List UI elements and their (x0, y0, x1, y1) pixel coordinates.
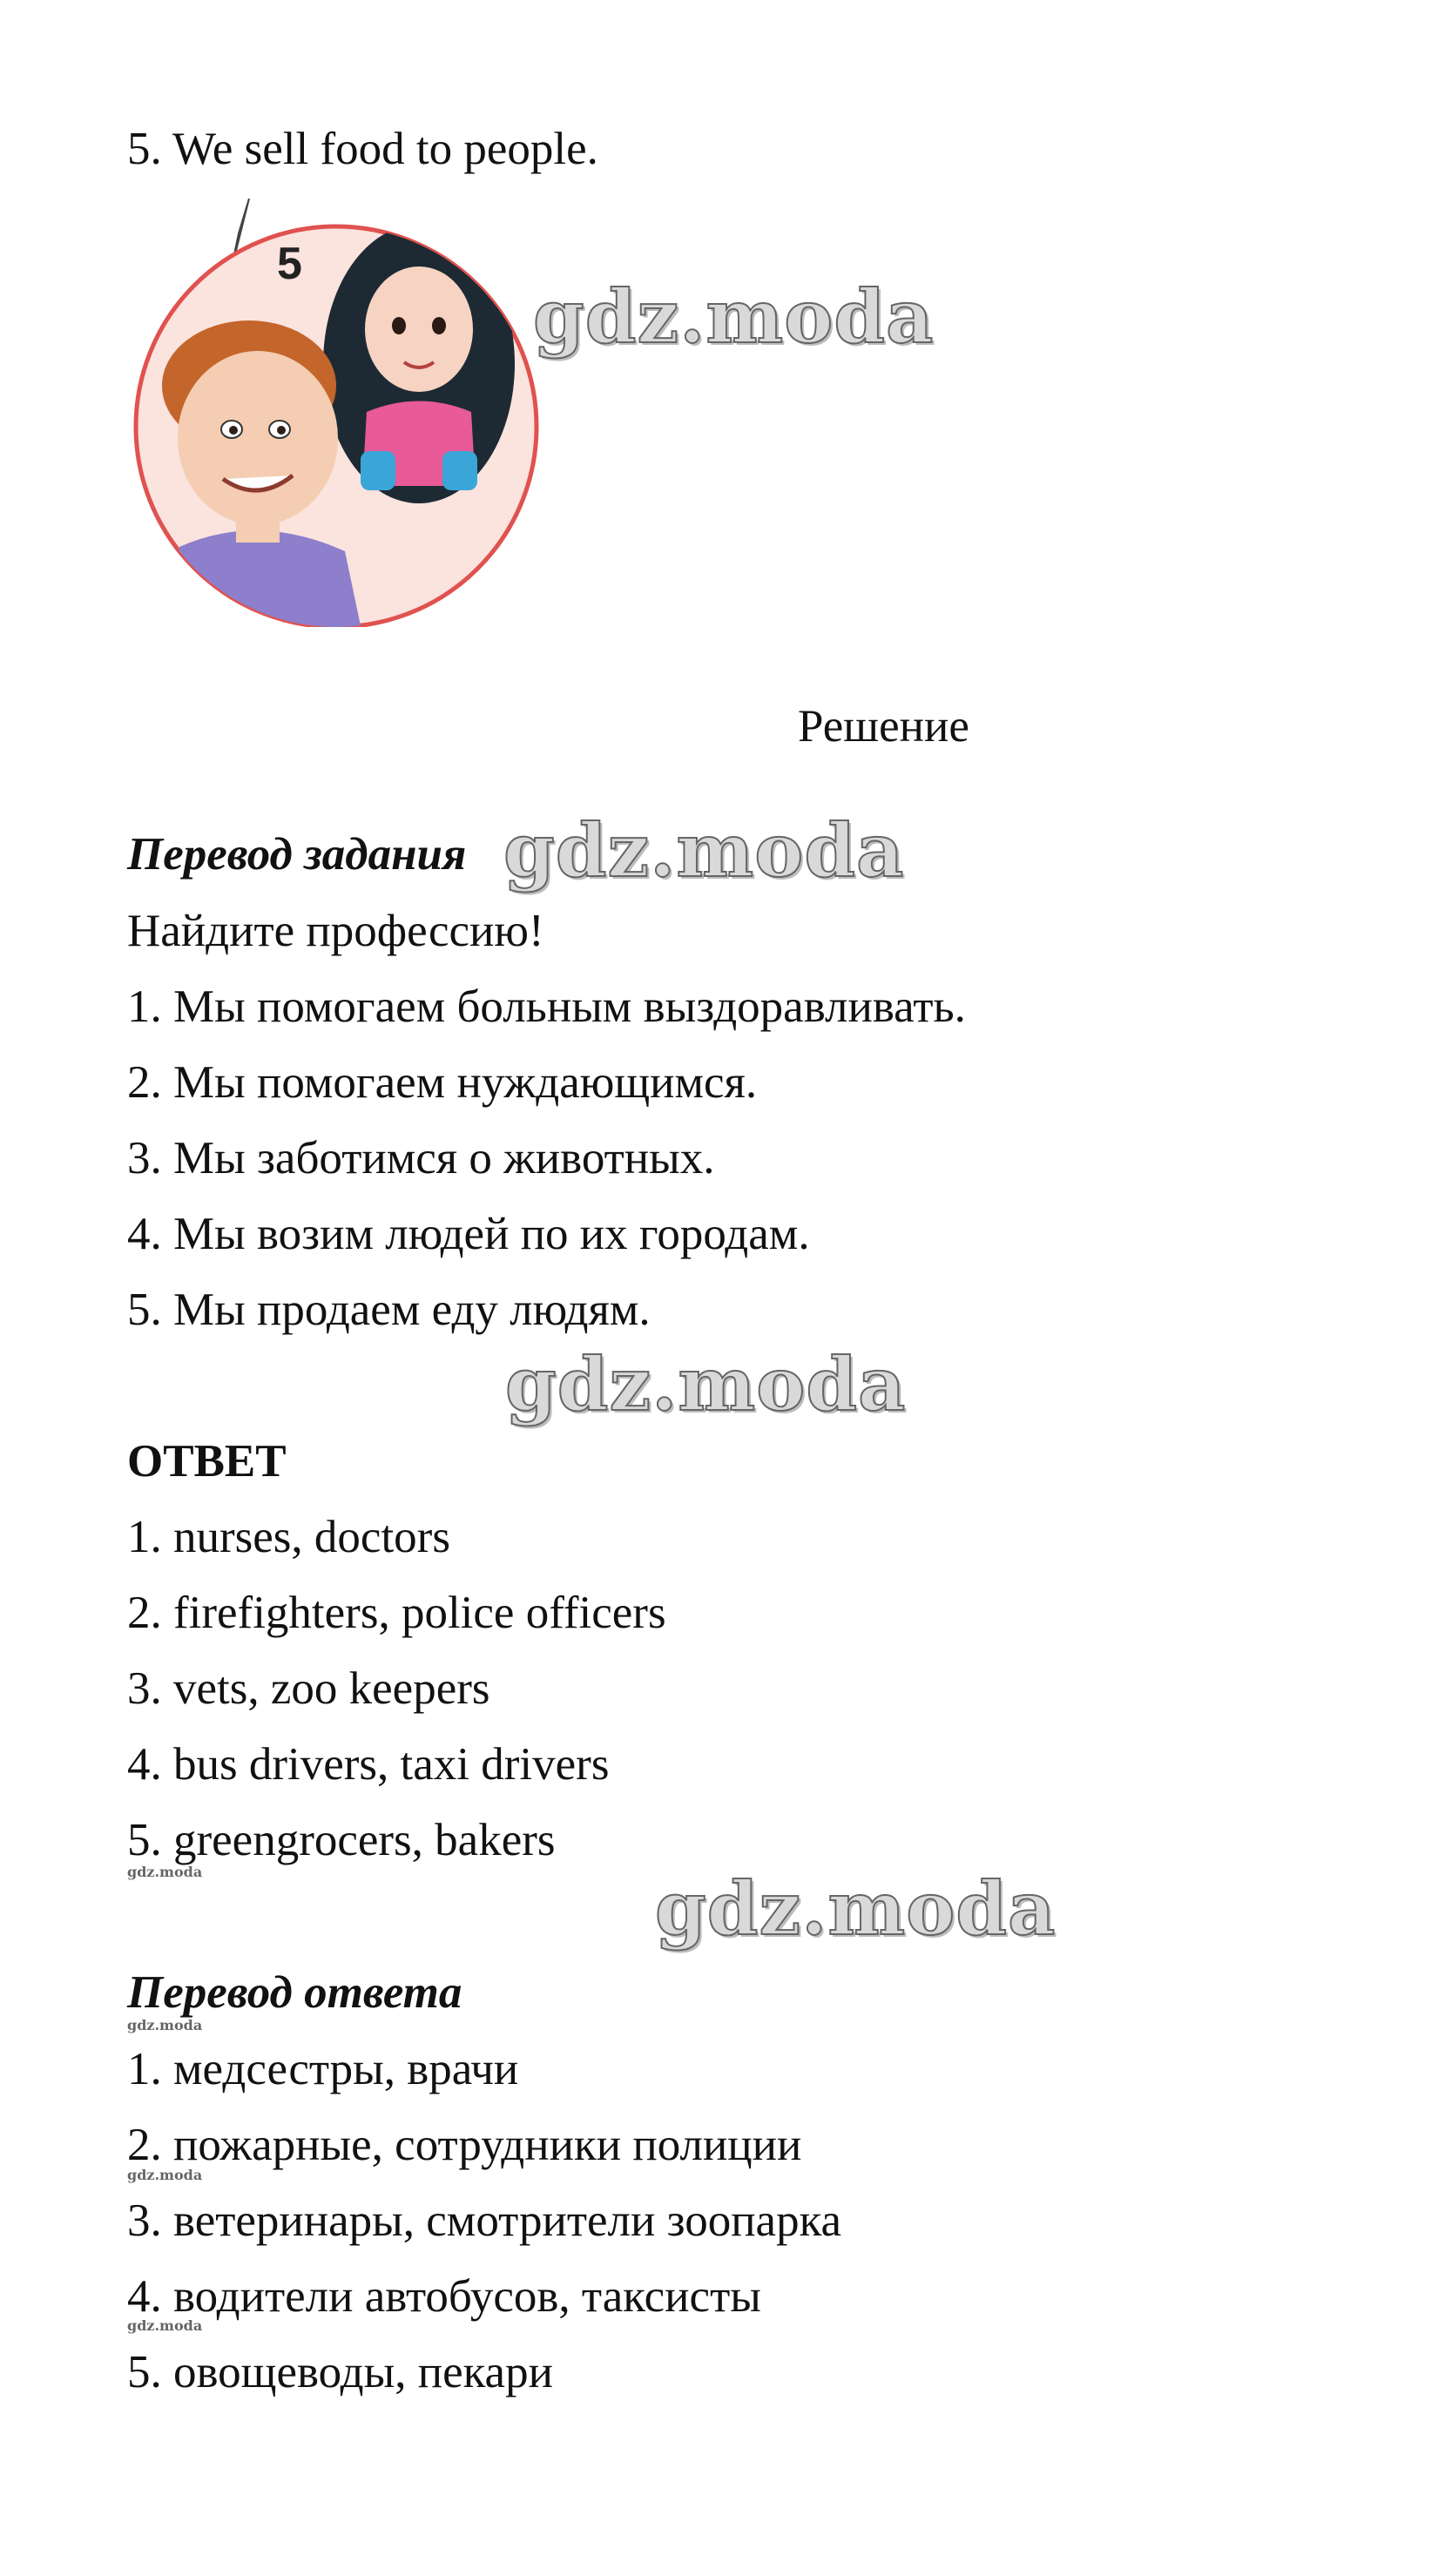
answer-item: 3. vets, zoo keepers (127, 1663, 490, 1714)
watermark: gdz.moda (533, 273, 935, 360)
answer-heading: ОТВЕТ (127, 1436, 287, 1487)
answer-translation-item: 1. медсестры, врачи (127, 2044, 519, 2094)
task-translation-item: 4. Мы возим людей по их городам. (127, 1209, 810, 1259)
watermark: gdz.moda (505, 1341, 907, 1427)
task-translation-intro: Найдите профессию! (127, 906, 544, 956)
answer-translation-item: 4. водители автобусов, таксисты (127, 2271, 761, 2322)
watermark-small: gdz.moda (127, 1864, 203, 1880)
answer-item: 2. firefighters, police officers (127, 1588, 666, 1638)
watermark: gdz.moda (655, 1865, 1056, 1952)
solution-title: Решение (798, 701, 969, 752)
task-translation-item: 3. Мы заботимся о животных. (127, 1133, 715, 1183)
task-translation-item: 5. Мы продаем еду людям. (127, 1285, 651, 1335)
watermark-small: gdz.moda (127, 2017, 203, 2033)
bubble-number: 5 (277, 239, 302, 289)
watermark-small: gdz.moda (127, 2317, 203, 2334)
answer-translation-item: 2. пожарные, сотрудники полиции (127, 2120, 802, 2170)
answer-item: 5. greengrocers, bakers (127, 1815, 556, 1865)
answer-item: 1. nurses, doctors (127, 1512, 450, 1562)
task-translation-item: 1. Мы помогаем больным выздоравливать. (127, 981, 966, 1032)
task-translation-item: 2. Мы помогаем нуждающимся. (127, 1057, 758, 1108)
watermark-small: gdz.moda (127, 2167, 203, 2183)
answer-translation-item: 3. ветеринары, смотрители зоопарка (127, 2195, 842, 2246)
watermark: gdz.moda (503, 807, 905, 894)
answer-translation-item: 5. овощеводы, пекари (127, 2347, 553, 2397)
children-illustration (127, 199, 545, 627)
answer-item: 4. bus drivers, taxi drivers (127, 1739, 610, 1790)
task-translation-heading: Перевод задания (127, 829, 467, 880)
task-item-5: 5. We sell food to people. (127, 124, 598, 174)
answer-translation-heading: Перевод ответа (127, 1967, 462, 2018)
